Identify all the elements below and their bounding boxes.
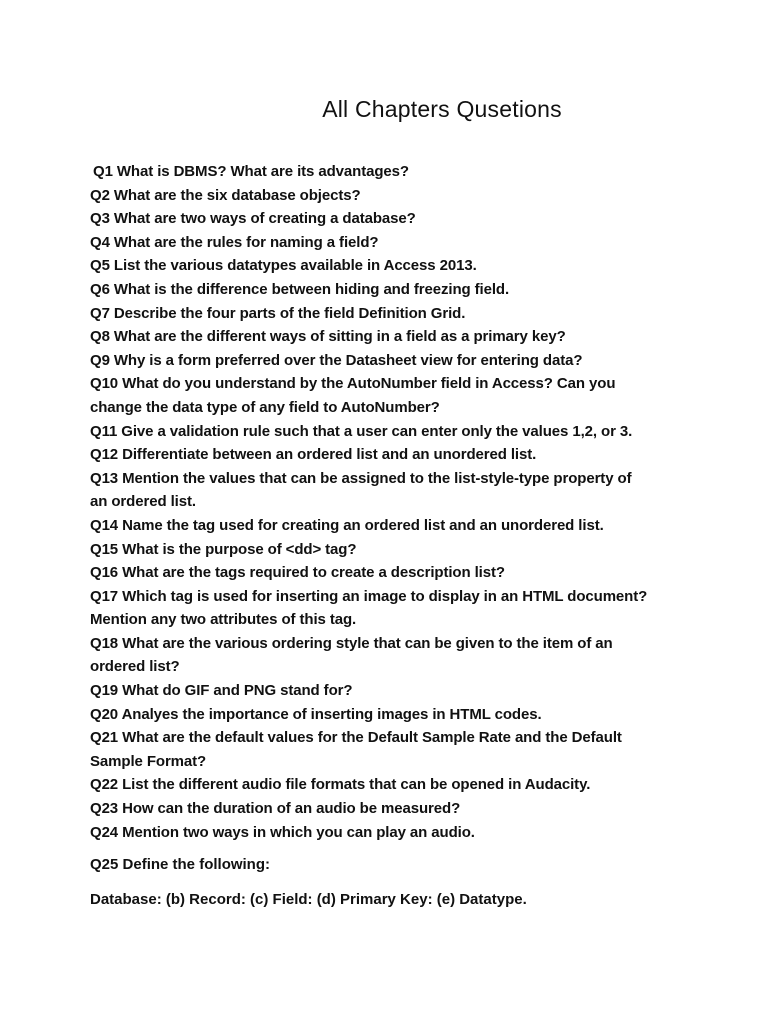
question-line: Q14 Name the tag used for creating an ordered list and an unordered list. [90,516,604,534]
question-line: Q2 What are the six database objects? [90,186,361,204]
question-line: an ordered list. [90,493,196,511]
question-line: Q21 What are the default values for the Default Sample Rate and the Default [90,729,622,747]
question-line: Q15 What is the purpose of <dd> tag? [90,540,357,558]
question-line: Q18 What are the various ordering style that can be given to the item of an [90,634,613,652]
question-line: Q4 What are the rules for naming a field? [90,233,379,251]
question-line: Q6 What is the difference between hiding and freezing field. [90,280,510,298]
question-line: Q24 Mention two ways in which you can play an audio. [90,823,475,841]
page-title: All Chapters Qusetions [322,96,562,122]
question-25: Q25 Define the following: [90,856,271,873]
question-line: Q19 What do GIF and PNG stand for? [90,682,353,700]
question-line: Q7 Describe the four parts of the field Definition Grid. [90,304,466,322]
question-line: ordered list? [90,658,180,676]
question-line: Q16 What are the tags required to create a description list? [90,564,505,582]
question-line: change the data type of any field to AutoNumber? [90,398,440,416]
question-line: Q20 Analyes the importance of inserting images in HTML codes. [90,705,542,723]
question-line: Q17 Which tag is used for inserting an image to display in an HTML document? [90,587,648,605]
question-list [90,160,690,844]
question-line: Q23 How can the duration of an audio be measured? [90,800,461,818]
question-line: Q1 What is DBMS? What are its advantages? [93,163,409,180]
question-line: Q5 List the various datatypes available in Access 2013. [90,257,477,275]
question-line: Q9 Why is a form preferred over the Datasheet view for entering data? [90,351,583,369]
question-line: Q13 Mention the values that can be assigned to the list-style-type property of [90,469,632,487]
definition-terms: Database: (b) Record: (c) Field: (d) Primary Key: (e) Datatype. [90,891,527,908]
question-line: Q8 What are the different ways of sitting in a field as a primary key? [90,328,566,346]
question-line: Q3 What are two ways of creating a database? [90,210,416,228]
question-line: Q12 Differentiate between an ordered list and an unordered list. [90,446,537,464]
question-line: Mention any two attributes of this tag. [90,611,357,629]
question-line: Q22 List the different audio file formats that can be opened in Audacity. [90,776,591,794]
question-line: Sample Format? [90,752,207,770]
question-line: Q11 Give a validation rule such that a user can enter only the values 1,2, or 3. [90,422,633,440]
question-line: Q10 What do you understand by the AutoNumber field in Access? Can you [90,375,616,393]
